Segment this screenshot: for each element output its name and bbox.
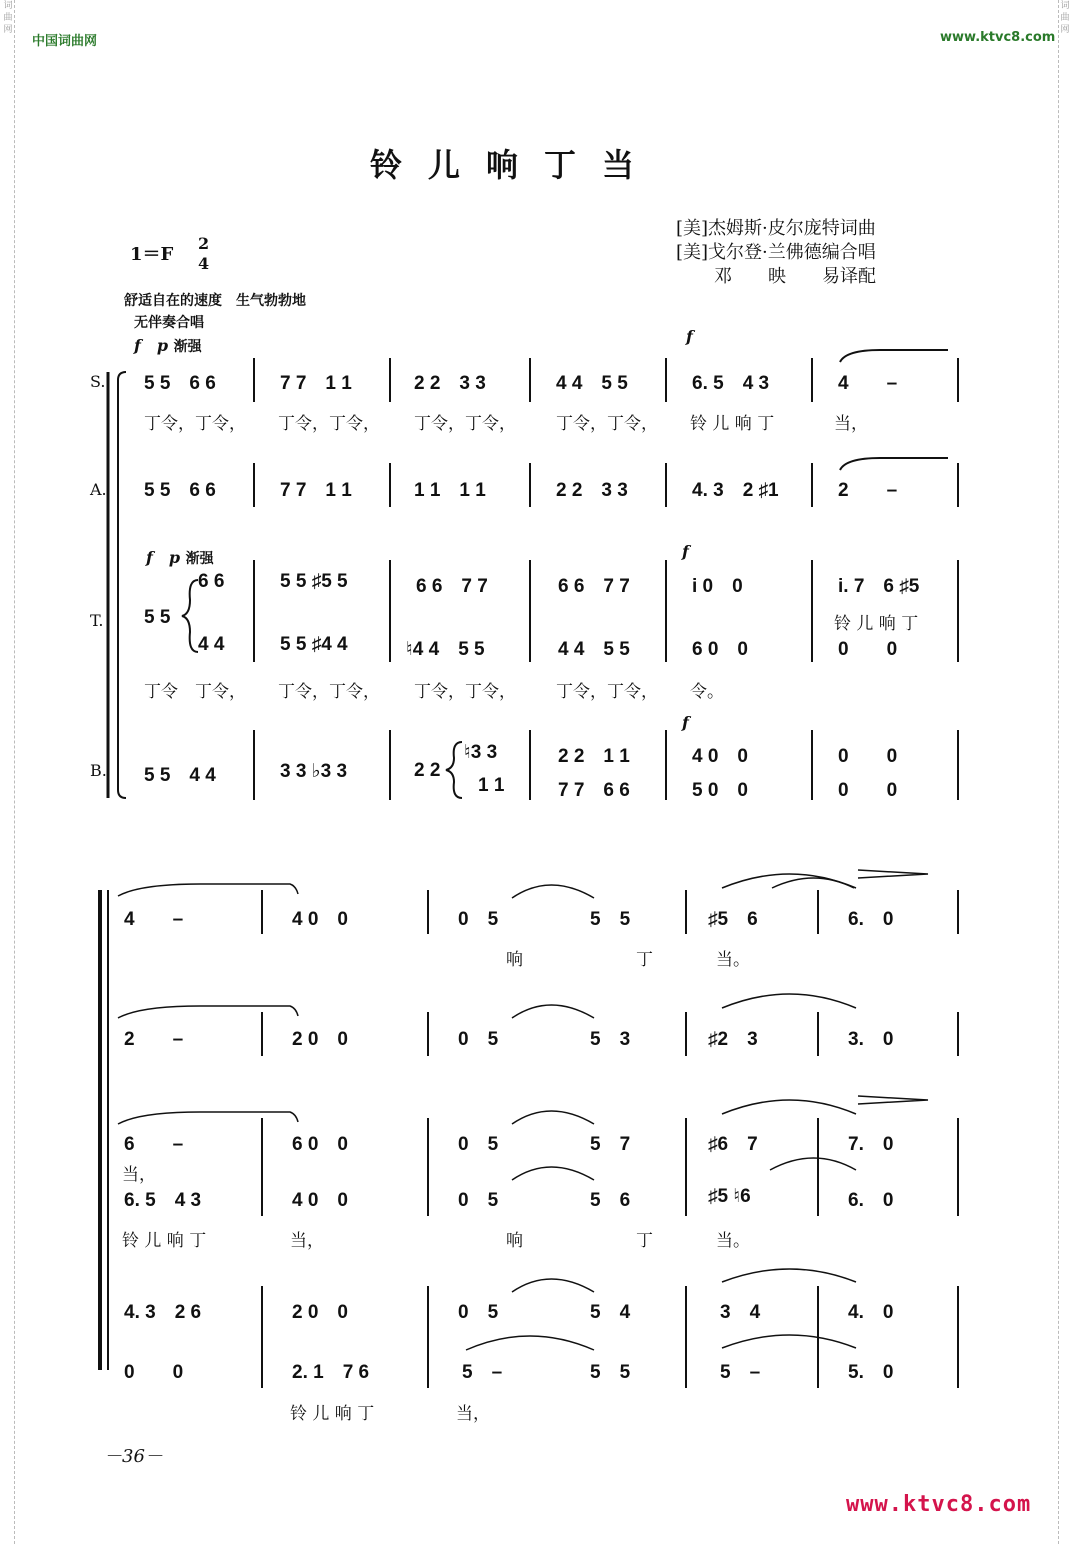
b1-m2: 3 3 ♭3 3 (280, 761, 348, 782)
b2-lower-m2: 2. 1 7 6 (292, 1362, 370, 1383)
t1-upper-m4: 6 6 7 7 (558, 576, 630, 597)
t1-lyric-5: 令。 (690, 682, 724, 702)
s1-m4: 4 4 5 5 (556, 373, 628, 394)
t1-pickup: 5 5 (144, 607, 171, 628)
a1-m1: 5 5 6 6 (144, 480, 216, 501)
s1-lyric-5: 铃 儿 响 丁 (690, 414, 775, 434)
t1-lower-m1: 4 4 (198, 634, 225, 655)
page-number: －36－ (104, 1446, 163, 1467)
b1-lower-m6: 0 0 (838, 780, 898, 801)
a1-m2: 7 7 1 1 (280, 480, 352, 501)
a2-m2: 2 0 0 (292, 1029, 348, 1050)
b1-div-upper: ♮3 3 (464, 742, 498, 763)
t2-lyric-1: 铃 儿 响 丁 (122, 1231, 207, 1251)
t1-lyric-4: 丁令，丁令， (556, 682, 658, 702)
t2-lower-m6: 6. 0 (848, 1190, 894, 1211)
b2-lower-m4: 5 5 (590, 1362, 631, 1383)
t2-upper-m2: 6 0 0 (292, 1134, 348, 1155)
site-name-link[interactable]: 中国词曲网 (32, 34, 98, 49)
t2-lower-m1: 6. 5 4 3 (124, 1190, 202, 1211)
b1-m4: 2 2 1 1 (558, 746, 630, 767)
b2-upper-m1: 4. 3 2 6 (124, 1302, 202, 1323)
t2-upper-m3: 0 5 (458, 1134, 499, 1155)
t2-lower-m3: 0 5 (458, 1190, 499, 1211)
s2-m6: 6. 0 (848, 909, 894, 930)
t1-lower-m3: ♮4 4 5 5 (406, 639, 485, 660)
b1-m3: 2 2 (414, 760, 441, 781)
t1-lower-m5: 6 0 0 (692, 639, 748, 660)
footer-watermark-url: www.ktvc8.com (846, 1492, 1032, 1517)
b2-lower-m3: 5 – (462, 1362, 503, 1383)
t1-upper-lyric: 铃 儿 响 丁 (834, 614, 919, 634)
t2-lower-m2: 4 0 0 (292, 1190, 348, 1211)
b2-upper-m3: 0 5 (458, 1302, 499, 1323)
t2-upper-m6: 7. 0 (848, 1134, 894, 1155)
performance-note: 无伴奏合唱 (134, 315, 204, 331)
right-watermark-text: 词曲网 (1060, 1, 1070, 35)
b2-lyric-2: 当， (456, 1404, 490, 1424)
t1-lower-m2: 5 5 ♯4 4 (280, 634, 348, 655)
a2-m1: 2 – (124, 1029, 184, 1050)
song-title: 铃儿响丁当 (370, 146, 661, 184)
b1-m1: 5 5 4 4 (144, 765, 216, 786)
credit-arranger: [美]戈尔登·兰佛德编合唱 (676, 242, 876, 263)
t2-upper-m5: ♯6 7 (708, 1134, 758, 1155)
s2-lyric-3: 当。 (716, 950, 750, 970)
b2-upper-m5: 3 4 (720, 1302, 761, 1323)
site-url-link[interactable]: www.ktvc8.com (940, 30, 1056, 45)
t2-lyric-2: 当， (290, 1231, 324, 1251)
s2-lyric-2: 丁 (636, 950, 653, 970)
s2-m3: 0 5 (458, 909, 499, 930)
s2-m5: ♯5 6 (708, 909, 758, 930)
tempo-marking: 舒适自在的速度 生气勃勃地 (124, 293, 306, 309)
a1-m6: 2 – (838, 480, 898, 501)
s1-m5: 6. 5 4 3 (692, 373, 770, 394)
t1-lyric-3: 丁令，丁令， (414, 682, 516, 702)
s2-m2: 4 0 0 (292, 909, 348, 930)
s2-lyric-1: 响 (506, 950, 523, 970)
t2-lyric-3: 响 (506, 1231, 523, 1251)
b1-lower-m4: 7 7 6 6 (558, 780, 630, 801)
b2-lower-m6: 5. 0 (848, 1362, 894, 1383)
s2-m1: 4 – (124, 909, 184, 930)
s1-m3: 2 2 3 3 (414, 373, 486, 394)
b2-upper-m6: 4. 0 (848, 1302, 894, 1323)
b1-m5: 4 0 0 (692, 746, 748, 767)
s1-lyric-6: 当， (834, 414, 868, 434)
b2-upper-m2: 2 0 0 (292, 1302, 348, 1323)
t2-lyric-5: 当。 (716, 1231, 750, 1251)
dynamic-fp: f p (134, 336, 169, 355)
s1-m1: 5 5 6 6 (144, 373, 216, 394)
b2-lower-m1: 0 0 (124, 1362, 184, 1383)
time-numerator: 2 (198, 234, 210, 253)
voice-bass: B. (90, 761, 107, 780)
voice-tenor: T. (90, 611, 104, 630)
t2-lyric-4: 丁 (636, 1231, 653, 1251)
a2-m3: 0 5 (458, 1029, 499, 1050)
s1-lyric-1: 丁令，丁令， (144, 414, 246, 434)
dynamic-cresc: 渐强 (173, 339, 202, 355)
b2-lyric-1: 铃 儿 响 丁 (290, 1404, 375, 1424)
t1-upper-m1: 6 6 (198, 571, 225, 592)
b1-lower-m5: 5 0 0 (692, 780, 748, 801)
s1-lyric-2: 丁令，丁令， (278, 414, 380, 434)
b2-upper-m4: 5 4 (590, 1302, 631, 1323)
tenor-forte: f (682, 542, 689, 561)
s2-m4: 5 5 (590, 909, 631, 930)
b1-m6: 0 0 (838, 746, 898, 767)
b1-div-lower: 1 1 (478, 775, 505, 796)
s1-m6: 4 – (838, 373, 898, 394)
s1-lyric-3: 丁令，丁令， (414, 414, 516, 434)
tenor-dynamic-cresc: 渐强 (185, 551, 214, 567)
b2-lower-m5: 5 – (720, 1362, 761, 1383)
key-signature: 1＝F (130, 244, 174, 265)
a1-m3: 1 1 1 1 (414, 480, 486, 501)
voice-soprano: S. (90, 372, 106, 391)
a2-m4: 5 3 (590, 1029, 631, 1050)
left-watermark-text: 词曲网 (3, 1, 13, 35)
time-denominator: 4 (198, 254, 210, 273)
a1-m5: 4. 3 2 ♯1 (692, 480, 779, 501)
t1-lyric-1: 丁令 丁令， (144, 682, 246, 702)
t1-lower-m6: 0 0 (838, 639, 898, 660)
t1-upper-m5: i 0 0 (692, 576, 743, 597)
bass-forte: f (682, 713, 689, 732)
voice-alto: A. (90, 480, 107, 499)
t2-lower-m5: ♯5 ♮6 (708, 1186, 751, 1207)
t2-upper-m4: 5 7 (590, 1134, 631, 1155)
a1-m4: 2 2 3 3 (556, 480, 628, 501)
t1-upper-m2: 5 5 ♯5 5 (280, 571, 348, 592)
system1-bracket (118, 372, 126, 798)
t2-upper-lyric: 当， (122, 1165, 156, 1185)
credit-translator: 邓 映 易译配 (714, 266, 876, 287)
t1-lower-m4: 4 4 5 5 (558, 639, 630, 660)
soprano-forte: f (686, 327, 693, 346)
t1-upper-m3: 6 6 7 7 (416, 576, 488, 597)
tenor-dynamic-fp: f p (146, 548, 181, 567)
credit-lyricist: [美]杰姆斯·皮尔庞特词曲 (676, 218, 876, 239)
t1-upper-m6: i. 7 6 ♯5 (838, 576, 920, 597)
s1-m2: 7 7 1 1 (280, 373, 352, 394)
s1-lyric-4: 丁令，丁令， (556, 414, 658, 434)
t1-lyric-2: 丁令，丁令， (278, 682, 380, 702)
a2-m6: 3. 0 (848, 1029, 894, 1050)
t2-upper-m1: 6 – (124, 1134, 184, 1155)
a2-m5: ♯2 3 (708, 1029, 758, 1050)
t2-lower-m4: 5 6 (590, 1190, 631, 1211)
